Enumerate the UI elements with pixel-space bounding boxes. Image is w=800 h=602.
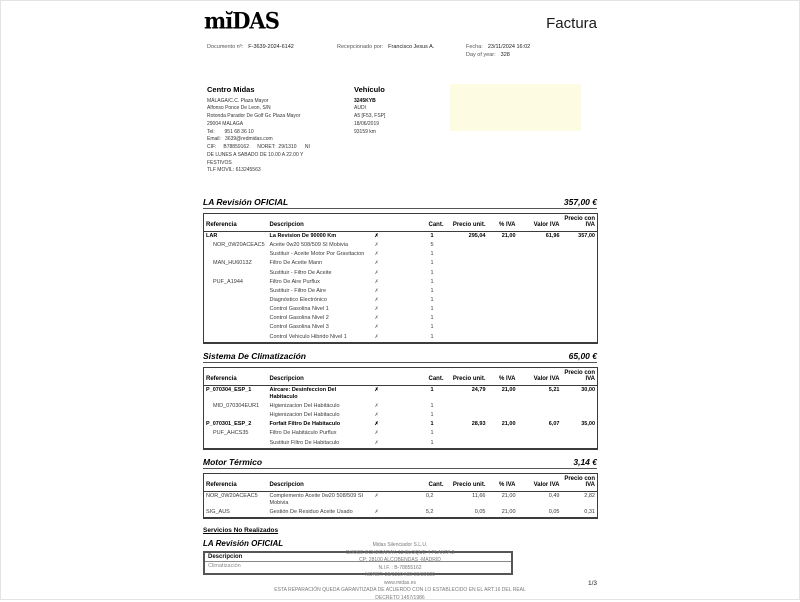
center-info-line: TLF MOVIL: 613245563	[207, 167, 357, 175]
document-number	[207, 44, 294, 50]
cell-iva	[488, 305, 518, 314]
cell-cant: 1	[398, 296, 446, 305]
cell-precio-con-iva	[562, 411, 598, 420]
column-header: Referencia	[204, 473, 268, 491]
cell-precio-unit	[446, 314, 488, 323]
cell-descripcion: La Revision De 90000 Km	[268, 232, 368, 242]
cell-cant: 1	[398, 411, 446, 420]
cell-valor-iva	[518, 439, 562, 449]
cell-valor-iva: 0,05	[518, 508, 562, 518]
section-header	[203, 197, 597, 209]
cell-precio-unit	[446, 259, 488, 268]
service-mark-icon: ✗	[375, 279, 379, 285]
cell-precio-con-iva	[562, 305, 598, 314]
cell-iva: 21,00	[488, 385, 518, 402]
cell-precio-unit	[446, 269, 488, 278]
center-info-line: Alfonso Ponce De Leon, S/N	[207, 105, 357, 113]
service-mark-icon: ✗	[375, 493, 379, 499]
center-info-line: Rotonda Parador De Golf Gc Plaza Mayor	[207, 113, 357, 121]
service-table	[203, 367, 598, 450]
cell-descripcion: Sustituir Filtro De Habitaculo	[268, 439, 368, 449]
footer-line: Midas Silenciador S.L.U.	[0, 542, 800, 550]
cell-cant: 1	[398, 250, 446, 259]
received-by-value: Francisco Jesus A.	[388, 44, 434, 50]
cell-valor-iva	[518, 250, 562, 259]
cell-precio-unit	[446, 429, 488, 438]
cell-iva	[488, 323, 518, 332]
service-mark-icon: ✗	[375, 387, 379, 393]
cell-referencia	[204, 250, 268, 259]
cell-valor-iva: 5,21	[518, 385, 562, 402]
column-header: % IVA	[488, 473, 518, 491]
cell-referencia: PUF_A1944	[204, 278, 268, 287]
cell-cant: 1	[398, 429, 446, 438]
not-performed-title: Servicios No Realizados	[203, 527, 597, 534]
column-header: Cant.	[398, 473, 446, 491]
service-row	[204, 314, 598, 323]
cell-valor-iva: 61,96	[518, 232, 562, 242]
cell-iva	[488, 333, 518, 343]
cell-descripcion: Aceite 0w20 508/509 SI Mobivia	[268, 241, 368, 250]
footer-lines	[0, 542, 800, 602]
footer-line: www.midas.es	[0, 580, 800, 588]
invoice-date-label: Fecha:	[466, 44, 483, 50]
cell-valor-iva: 0,49	[518, 491, 562, 508]
column-header	[368, 473, 398, 491]
page-number: 1/3	[588, 580, 597, 587]
cell-precio-con-iva	[562, 314, 598, 323]
service-mark-icon: ✗	[375, 233, 379, 239]
section-header	[203, 457, 597, 469]
cell-iva	[488, 241, 518, 250]
document-number-label: Documento nº:	[207, 44, 243, 50]
cell-valor-iva	[518, 296, 562, 305]
cell-precio-con-iva	[562, 439, 598, 449]
service-row	[204, 333, 598, 343]
cell-referencia	[204, 323, 268, 332]
service-section	[203, 351, 597, 450]
not-performed-subtitle: LA Revisión OFICIAL	[203, 539, 597, 548]
service-row	[204, 508, 598, 518]
section-title: Sistema De Climatización	[203, 351, 306, 361]
service-mark-icon: ✗	[375, 509, 379, 515]
cell-valor-iva	[518, 323, 562, 332]
service-mark-icon: ✗	[375, 324, 379, 330]
service-section	[203, 457, 597, 519]
service-table	[203, 473, 598, 519]
cell-cant: 1	[398, 314, 446, 323]
cell-valor-iva	[518, 278, 562, 287]
cell-descripcion: Sustituir - Filtro De Aceite	[268, 269, 368, 278]
cell-referencia	[204, 314, 268, 323]
service-mark-icon: ✗	[375, 242, 379, 248]
cell-cant: 1	[398, 305, 446, 314]
cell-precio-unit	[446, 323, 488, 332]
section-total: 357,00 €	[564, 197, 597, 207]
service-mark-icon: ✗	[375, 430, 379, 436]
cell-referencia	[204, 439, 268, 449]
cell-referencia	[204, 296, 268, 305]
cell-referencia: NOR_0W20ACEAC5	[204, 491, 268, 508]
service-row	[204, 232, 598, 242]
service-row	[204, 402, 598, 411]
cell-referencia: MID_070304EUR1	[204, 402, 268, 411]
service-row	[204, 420, 598, 429]
column-header: Descripcion	[268, 473, 368, 491]
cell-referencia: NOR_0W20ACEAC5	[204, 241, 268, 250]
cell-valor-iva: 6,07	[518, 420, 562, 429]
vehicle-info-line: 3245KYB	[354, 98, 444, 106]
highlight-box	[450, 84, 581, 131]
column-header: Precio unit.	[446, 367, 488, 385]
footer	[0, 542, 800, 602]
service-mark-icon: ✗	[375, 288, 379, 294]
cell-cant: 1	[398, 259, 446, 268]
service-center-title: Centro Midas	[207, 84, 357, 96]
cell-descripcion: Filtro De Habitáculo Purflux	[268, 429, 368, 438]
cell-precio-unit: 28,93	[446, 420, 488, 429]
service-table	[203, 213, 598, 344]
cell-referencia	[204, 269, 268, 278]
cell-precio-unit	[446, 278, 488, 287]
vehicle-title: Vehículo	[354, 84, 444, 96]
cell-cant: 1	[398, 287, 446, 296]
cell-referencia: PUF_AHCS35	[204, 429, 268, 438]
cell-referencia: LAR	[204, 232, 268, 242]
cell-valor-iva	[518, 259, 562, 268]
cell-iva: 21,00	[488, 232, 518, 242]
cell-valor-iva	[518, 305, 562, 314]
cell-iva	[488, 287, 518, 296]
service-mark-icon: ✗	[375, 334, 379, 340]
invoice-date-value: 23/11/2024 16:02	[488, 44, 530, 50]
column-header	[368, 214, 398, 232]
center-info-line: Email: 3639@redmidas.com	[207, 136, 357, 144]
cell-iva	[488, 296, 518, 305]
cell-precio-con-iva: 2,82	[562, 491, 598, 508]
section-title: LA Revisión OFICIAL	[203, 197, 288, 207]
cell-precio-con-iva	[562, 296, 598, 305]
table-header-row	[204, 367, 598, 385]
service-mark-icon: ✗	[375, 421, 379, 427]
cell-precio-unit	[446, 250, 488, 259]
service-mark-icon: ✗	[375, 251, 379, 257]
invoice-body	[203, 197, 597, 575]
cell-referencia: SIG_AUS	[204, 508, 268, 518]
cell-descripcion: Control Gasolina Nivel 2	[268, 314, 368, 323]
center-info-line: CIF: B78859162 NORET: 29/1310 NI	[207, 144, 357, 152]
cell-precio-unit	[446, 402, 488, 411]
cell-precio-con-iva	[562, 287, 598, 296]
cell-cant: 5	[398, 241, 446, 250]
service-row	[204, 250, 598, 259]
cell-precio-con-iva	[562, 241, 598, 250]
cell-cant: 1	[398, 278, 446, 287]
cell-precio-unit: 24,79	[446, 385, 488, 402]
cell-descripcion: Sustituir - Aceite Motor Por Gravitacion	[268, 250, 368, 259]
service-row	[204, 305, 598, 314]
cell-referencia	[204, 287, 268, 296]
cell-cant: 1	[398, 269, 446, 278]
cell-descripcion: Higienizacion Del Habitáculo	[268, 402, 368, 411]
snp-cell: Climatización	[204, 562, 512, 575]
cell-cant: 1	[398, 385, 446, 402]
cell-valor-iva	[518, 269, 562, 278]
cell-cant: 1	[398, 420, 446, 429]
column-header: Valor IVA	[518, 214, 562, 232]
table-header-row	[204, 214, 598, 232]
sections	[203, 197, 597, 519]
column-header: Valor IVA	[518, 367, 562, 385]
cell-cant: 0,2	[398, 491, 446, 508]
service-row	[204, 269, 598, 278]
invoice-title: Factura	[546, 15, 597, 32]
service-mark-icon: ✗	[375, 412, 379, 418]
column-header: Valor IVA	[518, 473, 562, 491]
cell-precio-unit: 11,66	[446, 491, 488, 508]
day-of-year	[466, 52, 510, 58]
column-header: Descripcion	[268, 214, 368, 232]
cell-referencia: P_070304_ESP_1	[204, 385, 268, 402]
cell-precio-con-iva: 35,00	[562, 420, 598, 429]
cell-iva	[488, 250, 518, 259]
column-header: Cant.	[398, 214, 446, 232]
service-row	[204, 278, 598, 287]
footer-line: NORET: 29/1310 NIE 29/30020	[0, 572, 800, 580]
service-row	[204, 287, 598, 296]
section-total: 65,00 €	[569, 351, 597, 361]
cell-valor-iva	[518, 402, 562, 411]
center-info-line: DE LUNES A SABADO DE 10.00 A 22.00 Y	[207, 152, 357, 160]
cell-iva: 21,00	[488, 491, 518, 508]
column-header: Precio con IVA	[562, 473, 598, 491]
cell-precio-con-iva	[562, 250, 598, 259]
center-info-line: 29004 MALAGA	[207, 121, 357, 129]
cell-precio-unit	[446, 333, 488, 343]
column-header: Precio unit.	[446, 214, 488, 232]
cell-iva: 21,00	[488, 420, 518, 429]
cell-valor-iva	[518, 287, 562, 296]
service-row	[204, 259, 598, 268]
cell-precio-unit	[446, 241, 488, 250]
document-number-value: F-3639-2024-6142	[248, 44, 294, 50]
section-title: Motor Térmico	[203, 457, 262, 467]
service-mark-icon: ✗	[375, 306, 379, 312]
snp-column-header: Descripcion	[204, 552, 512, 562]
service-row	[204, 491, 598, 508]
service-mark-icon: ✗	[375, 260, 379, 266]
service-row	[204, 385, 598, 402]
cell-precio-unit: 295,04	[446, 232, 488, 242]
cell-precio-con-iva	[562, 323, 598, 332]
cell-descripcion: Higienizacion Del Habitaculo	[268, 411, 368, 420]
cell-iva	[488, 269, 518, 278]
footer-line: N.I.F. : B-78855162	[0, 565, 800, 573]
cell-precio-con-iva	[562, 333, 598, 343]
cell-descripcion: Filtro De Aire Purflux	[268, 278, 368, 287]
cell-iva	[488, 402, 518, 411]
vehicle-info-line: 18/06/2019	[354, 121, 444, 129]
cell-precio-con-iva	[562, 278, 598, 287]
service-row	[204, 411, 598, 420]
vehicle-info-line: 93159 km	[354, 129, 444, 137]
cell-iva	[488, 411, 518, 420]
footer-line: C/JOSE ECHEGARAY, 13 BLOQUE 4 PLANTA 2	[0, 550, 800, 558]
cell-precio-unit	[446, 305, 488, 314]
center-info-line: FESTIVOS	[207, 160, 357, 168]
cell-valor-iva	[518, 241, 562, 250]
column-header: Descripcion	[268, 367, 368, 385]
service-mark-icon: ✗	[375, 270, 379, 276]
service-mark-icon: ✗	[375, 297, 379, 303]
cell-cant: 1	[398, 323, 446, 332]
day-of-year-value: 328	[501, 52, 510, 58]
column-header: Referencia	[204, 367, 268, 385]
day-of-year-label: Day of year:	[466, 52, 496, 58]
column-header: % IVA	[488, 367, 518, 385]
footer-line: ESTA REPARACIÓN QUEDA GARANTIZADA DE ACUERDO CON LO ESTABLECIDO EN EL ART.16 DEL REAL	[0, 587, 800, 595]
footer-line: DECRETO 1457/1986	[0, 595, 800, 602]
cell-precio-unit	[446, 439, 488, 449]
column-header: Referencia	[204, 214, 268, 232]
service-row	[204, 323, 598, 332]
section-total: 3,14 €	[573, 457, 597, 467]
cell-referencia	[204, 305, 268, 314]
footer-line: CP: 28100 ALCOBENDAS -MADRID	[0, 557, 800, 565]
cell-descripcion: Forfait Filtro De Habitaculo	[268, 420, 368, 429]
cell-referencia	[204, 333, 268, 343]
column-header: Precio con IVA	[562, 214, 598, 232]
cell-descripcion: Sustituir - Filtro De Aire	[268, 287, 368, 296]
cell-precio-unit	[446, 411, 488, 420]
cell-descripcion: Filtro De Aceite Mann	[268, 259, 368, 268]
cell-cant: 1	[398, 402, 446, 411]
service-mark-icon: ✗	[375, 315, 379, 321]
column-header: Precio con IVA	[562, 367, 598, 385]
column-header	[368, 367, 398, 385]
cell-iva	[488, 259, 518, 268]
cell-iva	[488, 314, 518, 323]
received-by-label: Recepcionado por:	[337, 44, 383, 50]
cell-iva: 21,00	[488, 508, 518, 518]
service-mark-icon: ✗	[375, 403, 379, 409]
cell-referencia	[204, 411, 268, 420]
vehicle-info-lines	[354, 98, 444, 137]
column-header: Precio unit.	[446, 473, 488, 491]
service-row	[204, 241, 598, 250]
vehicle-block	[354, 84, 444, 136]
cell-descripcion: Aircare: Desinfeccion Del Habitaculo	[268, 385, 368, 402]
cell-precio-con-iva	[562, 259, 598, 268]
cell-cant: 5,2	[398, 508, 446, 518]
cell-precio-con-iva: 357,00	[562, 232, 598, 242]
cell-descripcion: Gestión De Residuo Aceite Usado	[268, 508, 368, 518]
service-row	[204, 429, 598, 438]
vehicle-info-line: AUDI	[354, 105, 444, 113]
cell-descripcion: Control Gasolina Nivel 1	[268, 305, 368, 314]
center-info-line: MÁLAGA/C.C. Plaza Mayor	[207, 98, 357, 106]
service-row	[204, 296, 598, 305]
center-info-lines	[207, 98, 357, 176]
cell-valor-iva	[518, 333, 562, 343]
cell-precio-con-iva	[562, 269, 598, 278]
cell-iva	[488, 439, 518, 449]
cell-referencia: P_070301_ESP_2	[204, 420, 268, 429]
cell-cant: 1	[398, 439, 446, 449]
received-by	[337, 44, 434, 50]
service-mark-icon: ✗	[375, 440, 379, 446]
table-header-row	[204, 473, 598, 491]
cell-precio-unit: 0,05	[446, 508, 488, 518]
cell-precio-unit	[446, 287, 488, 296]
service-center-block	[207, 84, 357, 175]
cell-precio-con-iva	[562, 429, 598, 438]
cell-iva	[488, 278, 518, 287]
cell-descripcion: Diagnóstico Electrónico	[268, 296, 368, 305]
invoice-date	[466, 44, 530, 50]
cell-valor-iva	[518, 429, 562, 438]
cell-cant: 1	[398, 333, 446, 343]
section-header	[203, 351, 597, 363]
column-header: % IVA	[488, 214, 518, 232]
cell-referencia: MAN_HU6013Z	[204, 259, 268, 268]
cell-cant: 1	[398, 232, 446, 242]
cell-precio-con-iva: 0,31	[562, 508, 598, 518]
vehicle-info-line: A5 [F53, FSP]	[354, 113, 444, 121]
cell-precio-unit	[446, 296, 488, 305]
column-header: Cant.	[398, 367, 446, 385]
cell-descripcion: Complemento Aceite 0w20 508/509 SI Mobivia	[268, 491, 368, 508]
cell-precio-con-iva	[562, 402, 598, 411]
cell-descripcion: Control Vehiculo Hibrido Nivel 1	[268, 333, 368, 343]
midas-logo: mĭDAS	[204, 9, 279, 31]
cell-valor-iva	[518, 411, 562, 420]
service-section	[203, 197, 597, 344]
cell-iva	[488, 429, 518, 438]
cell-descripcion: Control Gasolina Nivel 3	[268, 323, 368, 332]
service-row	[204, 439, 598, 449]
cell-valor-iva	[518, 314, 562, 323]
center-info-line: Tel: 951 68 36 10	[207, 129, 357, 137]
cell-precio-con-iva: 30,00	[562, 385, 598, 402]
